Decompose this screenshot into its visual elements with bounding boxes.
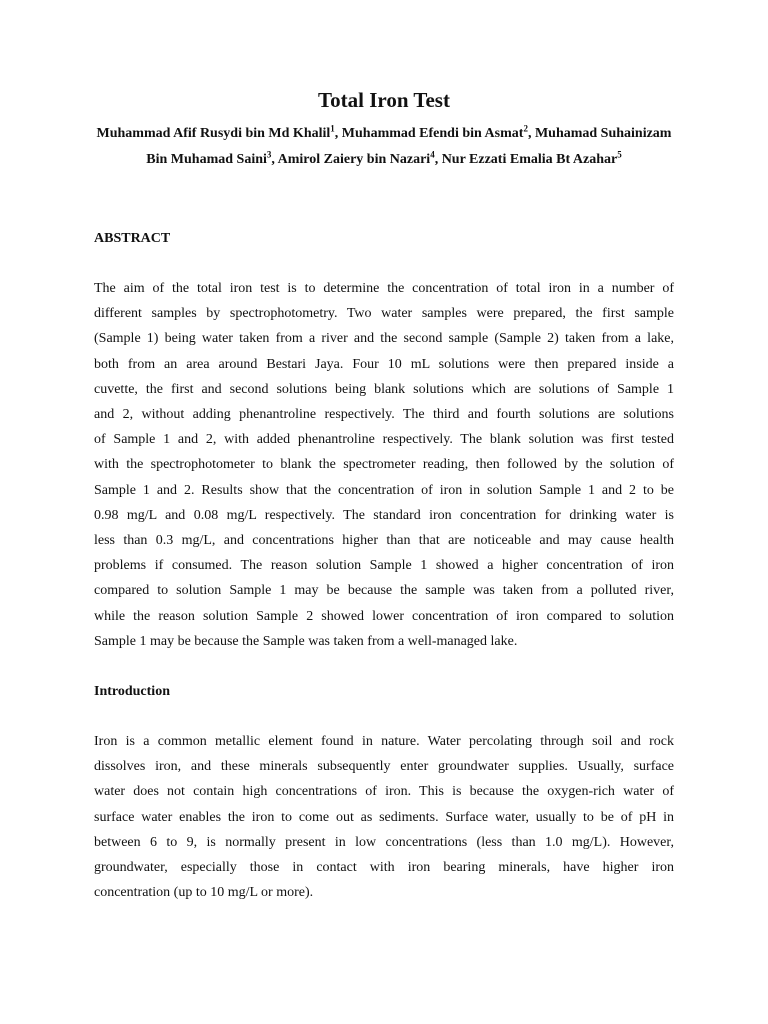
introduction-heading: Introduction (94, 684, 170, 699)
introduction-line: dissolves iron, and these minerals subsequently enter groundwater supplies. Usually, surface (94, 759, 674, 775)
author-affiliation-number: 5 (617, 148, 622, 159)
abstract-line: and 2, without adding phenantroline respectively. The third and fourth solutions are solutions (94, 407, 674, 423)
author-affiliation-number: 4 (430, 148, 435, 159)
abstract-line: less than 0.3 mg/L, and concentrations higher than that are noticeable and may cause health (94, 533, 674, 549)
author-affiliation-number: 1 (330, 123, 335, 134)
author-name: Nur Ezzati Emalia Bt Azahar (441, 151, 618, 167)
abstract-line: cuvette, the first and second solutions being blank solutions which are solutions of Sample 1 (94, 381, 674, 397)
abstract-line: (Sample 1) being water taken from a river and the second sample (Sample 2) taken from a lake, (94, 331, 674, 347)
author-affiliation-number: 2 (523, 123, 528, 134)
author-name: Amirol Zaiery bin Nazari (277, 151, 431, 167)
author-name: Muhammad Efendi bin Asmat (341, 126, 524, 141)
abstract-line: The aim of the total iron test is to determine the concentration of total iron in a number of (94, 281, 674, 296)
introduction-line: between 6 to 9, is normally present in low concentrations (less than 1.0 mg/L). However, (94, 834, 674, 850)
author-affiliation-number: 3 (266, 148, 272, 159)
abstract-heading: ABSTRACT (94, 231, 171, 246)
introduction-line: Iron is a common metallic element found in nature. Water percolating through soil and rock (94, 734, 674, 749)
abstract-line: compared to solution Sample 1 may be because the sample was taken from a polluted river, (94, 583, 674, 599)
abstract-line: different samples by spectrophotometry. Two water samples were prepared, the first sample (94, 306, 674, 322)
paper-title: Total Iron Test (318, 88, 450, 112)
author-name: Muhamad Suhainizam Bin Muhamad Saini (146, 126, 672, 167)
introduction-line: water does not contain high concentrations of iron. This is because the oxygen-rich water of (94, 784, 674, 800)
introduction-paragraph (94, 729, 674, 905)
abstract-line: Sample 1 and 2. Results show that the concentration of iron in solution Sample 1 and 2 to be (94, 482, 674, 498)
abstract-line: of Sample 1 and 2, with added phenantroline respectively. The blank solution was first tested (94, 432, 674, 448)
abstract-line: 0.98 mg/L and 0.08 mg/L respectively. The standard iron concentration for drinking water is (94, 507, 674, 523)
introduction-line: surface water enables the iron to come out as sediments. Surface water, usually to be of pH in (94, 809, 674, 825)
introduction-line: groundwater, especially those in contact with iron bearing minerals, have higher iron (94, 860, 674, 876)
introduction-line: concentration (up to 10 mg/L or more). (94, 885, 314, 901)
abstract-line: Sample 1 may be because the Sample was taken from a well-managed lake. (94, 633, 518, 649)
abstract-line: both from an area around Bestari Jaya. Four 10 mL solutions were then prepared inside a (94, 356, 674, 372)
abstract-line: problems if consumed. The reason solution Sample 1 showed a higher concentration of iron (94, 558, 674, 574)
author-name: Muhammad Afif Rusydi bin Md Khalil (96, 126, 331, 141)
abstract-line: with the spectrophotometer to blank the spectrometer reading, then followed by the solution of (94, 457, 674, 473)
author-list: Muhammad Afif Rusydi bin Md Khalil$^1$, Muhammad Efendi bin Asmat$^2$, Muhamad Suhainizam Bin Muhamad Saini$^3$, Amirol Zaiery bin Nazari$^4$, Nur Ezzati Emalia Bt Azahar$^5$ (96, 123, 672, 167)
abstract-paragraph (94, 276, 674, 654)
abstract-line: while the reason solution Sample 2 showed lower concentration of iron compared to solution (94, 608, 674, 624)
